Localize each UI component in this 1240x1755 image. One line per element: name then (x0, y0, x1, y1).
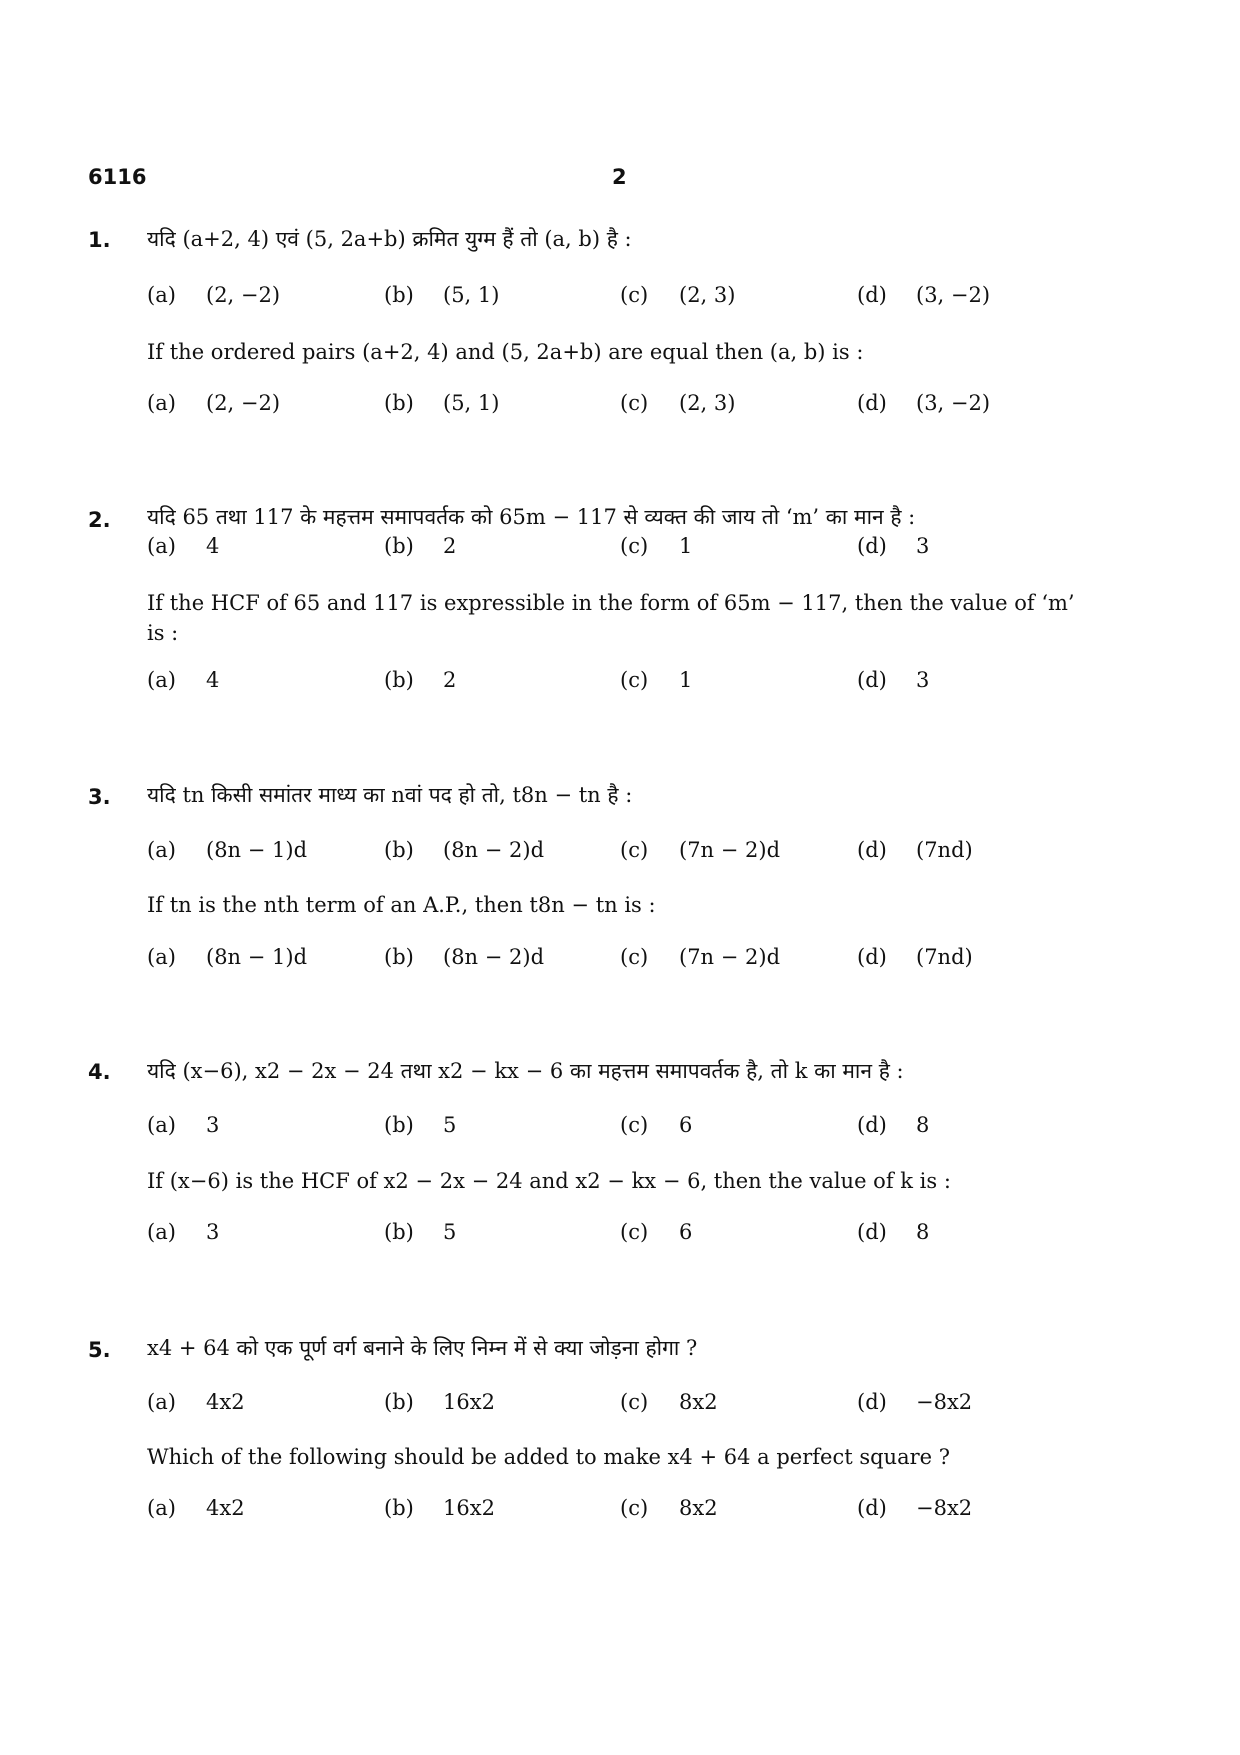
option-b: (b) 16x2 (384, 1390, 495, 1414)
option-b: (b) (5, 1) (384, 283, 500, 307)
question-text-hindi: x4 + 64 को एक पूर्ण वर्ग बनाने के लिए निम्न में से क्या जोड़ना होगा ? (147, 1336, 698, 1360)
options-hindi (0, 1390, 1240, 1420)
question-text-hindi: यदि tn किसी समांतर माध्य का nवां पद हो तो, t8n − tn है : (147, 783, 633, 807)
options-hindi (0, 1113, 1240, 1143)
option-a: (a) 4x2 (147, 1496, 245, 1520)
option-d: (d) (3, −2) (857, 283, 991, 307)
option-c: (c) 1 (620, 668, 693, 692)
option-a: (a) 3 (147, 1220, 220, 1244)
option-b: (b) (8n − 2)d (384, 838, 545, 862)
option-d: (d) 3 (857, 534, 930, 558)
options-english (0, 391, 1240, 421)
question-text-english: If the HCF of 65 and 117 is expressible in the form of 65m − 117, then the value of ‘m’ is : (147, 591, 1075, 645)
option-b: (b) (5, 1) (384, 391, 500, 415)
option-a: (a) 4 (147, 668, 220, 692)
option-a: (a) 4 (147, 534, 220, 558)
question-text-english: If (x−6) is the HCF of x2 − 2x − 24 and x2 − kx − 6, then the value of k is : (147, 1169, 951, 1193)
option-a: (a) (2, −2) (147, 283, 281, 307)
option-c: (c) 6 (620, 1113, 693, 1137)
question-number: 1. (88, 228, 111, 252)
option-a: (a) (8n − 1)d (147, 945, 308, 969)
option-c: (c) 8x2 (620, 1390, 718, 1414)
option-a: (a) (2, −2) (147, 391, 281, 415)
option-d: (d) (3, −2) (857, 391, 991, 415)
option-d: (d) −8x2 (857, 1390, 973, 1414)
option-d: (d) −8x2 (857, 1496, 973, 1520)
question-number: 2. (88, 508, 111, 532)
options-english (0, 1220, 1240, 1250)
option-c: (c) (2, 3) (620, 391, 736, 415)
option-d: (d) 8 (857, 1220, 930, 1244)
question-text-hindi: यदि 65 तथा 117 के महत्तम समापवर्तक को 65m − 117 से व्यक्त की जाय तो ‘m’ का मान है : (147, 505, 916, 529)
option-b: (b) 2 (384, 668, 457, 692)
page-number: 2 (612, 165, 627, 189)
option-b: (b) (8n − 2)d (384, 945, 545, 969)
option-c: (c) (2, 3) (620, 283, 736, 307)
question-text-english: If the ordered pairs (a+2, 4) and (5, 2a+b) are equal then (a, b) is : (147, 340, 864, 364)
option-a: (a) 3 (147, 1113, 220, 1137)
option-b: (b) 16x2 (384, 1496, 495, 1520)
option-d: (d) (7nd) (857, 945, 973, 969)
question-number: 3. (88, 785, 111, 809)
question-number: 4. (88, 1060, 111, 1084)
options-english (0, 945, 1240, 975)
options-hindi (0, 534, 1240, 564)
question-text-english: Which of the following should be added to make x4 + 64 a perfect square ? (147, 1445, 950, 1469)
option-b: (b) 5 (384, 1113, 457, 1137)
option-b: (b) 2 (384, 534, 457, 558)
question-text-english: If tn is the nth term of an A.P., then t8n − tn is : (147, 893, 656, 917)
option-c: (c) (7n − 2)d (620, 838, 781, 862)
options-hindi (0, 283, 1240, 313)
option-a: (a) (8n − 1)d (147, 838, 308, 862)
question-number: 5. (88, 1338, 111, 1362)
question-text-hindi: यदि (x−6), x2 − 2x − 24 तथा x2 − kx − 6 का महत्तम समापवर्तक है, तो k का मान है : (147, 1059, 904, 1083)
option-d: (d) (7nd) (857, 838, 973, 862)
options-english (0, 1496, 1240, 1526)
option-a: (a) 4x2 (147, 1390, 245, 1414)
option-c: (c) 6 (620, 1220, 693, 1244)
paper-code: 6116 (88, 165, 147, 189)
option-c: (c) 1 (620, 534, 693, 558)
option-d: (d) 8 (857, 1113, 930, 1137)
option-b: (b) 5 (384, 1220, 457, 1244)
options-english (0, 668, 1240, 698)
option-c: (c) 8x2 (620, 1496, 718, 1520)
option-c: (c) (7n − 2)d (620, 945, 781, 969)
question-text-hindi: यदि (a+2, 4) एवं (5, 2a+b) क्रमित युग्म हैं तो (a, b) है : (147, 227, 632, 251)
option-d: (d) 3 (857, 668, 930, 692)
options-hindi (0, 838, 1240, 868)
